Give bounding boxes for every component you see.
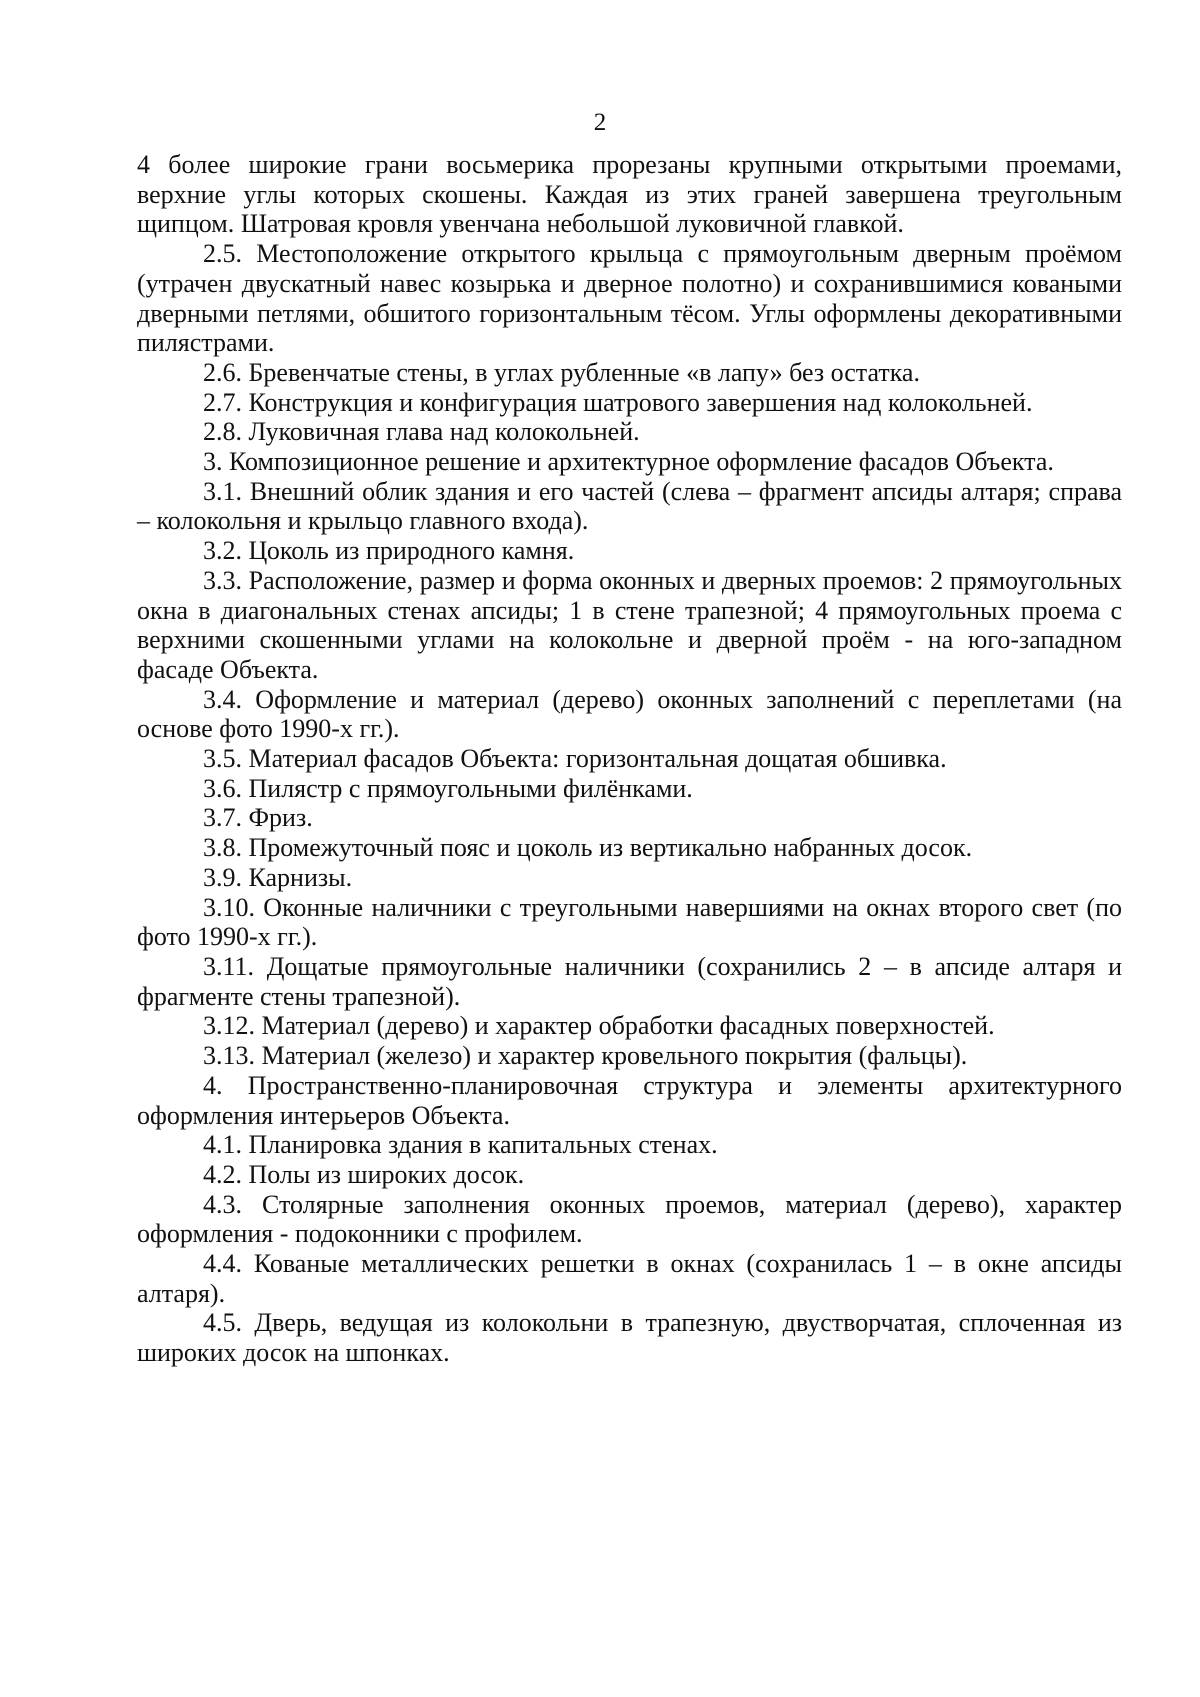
paragraph: 3.13. Материал (железо) и характер кровельного покрытия (фальцы). — [203, 1041, 968, 1071]
paragraph: 4 более широкие грани восьмерика прорезаны крупными открытыми проемами, верхние углы которых скошены. Каждая из этих граней завершена треугольным щипцом. Шатровая кровля увенчана небольшой луковичной главкой. — [137, 150, 1122, 239]
paragraph: 4. Пространственно-планировочная структура и элементы архитектурного оформления интерьеров Объекта. — [137, 1070, 1122, 1130]
paragraph: 2.7. Конструкция и конфигурация шатрового завершения над колокольней. — [203, 387, 1033, 417]
paragraph: 3.1. Внешний облик здания и его частей (слева – фрагмент апсиды алтаря; справа – колокольня и крыльцо главного входа). — [137, 476, 1122, 536]
paragraph: 3.4. Оформление и материал (дерево) оконных заполнений с переплетами (на основе фото 1990-х гг.). — [137, 684, 1122, 744]
paragraph: 2.8. Луковичная глава над колокольней. — [203, 417, 640, 447]
page-number: 2 — [593, 109, 607, 136]
paragraph: 3.6. Пилястр с прямоугольными филёнками. — [203, 773, 693, 803]
paragraph: 3.10. Оконные наличники с треугольными навершиями на окнах второго свет (по фото 1990-х гг.). — [137, 892, 1122, 952]
paragraph: 3.12. Материал (дерево) и характер обработки фасадных поверхностей. — [203, 1011, 995, 1041]
paragraph: 3.3. Расположение, размер и форма оконных и дверных проемов: 2 прямоугольных окна в диагональных стенах апсиды; 1 в стене трапезной; 4 прямоугольных проема с верхними скошенными углами на колокольне и дверной проём - на юго-западном фасаде Объекта. — [137, 565, 1122, 684]
paragraph: 3. Композиционное решение и архитектурное оформление фасадов Объекта. — [203, 447, 1054, 477]
document-body — [137, 150, 1122, 1368]
paragraph: 3.9. Карнизы. — [203, 862, 353, 892]
paragraph: 2.5. Местоположение открытого крыльца с прямоугольным дверным проёмом (утрачен двускатный навес козырька и дверное полотно) и сохранившимися коваными дверными петлями, обшитого горизонтальным тёсом. Углы оформлены декоративными пилястрами. — [137, 239, 1122, 358]
paragraph: 3.8. Промежуточный пояс и цоколь из вертикально набранных досок. — [203, 833, 973, 863]
paragraph: 4.4. Кованые металлических решетки в окнах (сохранилась 1 – в окне апсиды алтаря). — [137, 1249, 1122, 1308]
paragraph: 4.1. Планировка здания в капитальных стенах. — [203, 1130, 718, 1160]
paragraph: 4.5. Дверь, ведущая из колокольни в трапезную, двустворчатая, сплоченная из широких досок на шпонках. — [137, 1308, 1122, 1368]
paragraph: 3.11. Дощатые прямоугольные наличники (сохранились 2 – в апсиде алтаря и фрагменте стены трапезной). — [137, 951, 1122, 1011]
paragraph: 3.7. Фриз. — [203, 803, 313, 833]
paragraph: 4.2. Полы из широких досок. — [203, 1159, 525, 1189]
paragraph: 3.2. Цоколь из природного камня. — [203, 536, 575, 566]
paragraph: 4.3. Столярные заполнения оконных проемов, материал (дерево), характер оформления - подоконники с профилем. — [137, 1189, 1122, 1249]
paragraph: 2.6. Бревенчатые стены, в углах рубленные «в лапу» без остатка. — [203, 357, 920, 387]
paragraph: 3.5. Материал фасадов Объекта: горизонтальная дощатая обшивка. — [203, 744, 947, 774]
